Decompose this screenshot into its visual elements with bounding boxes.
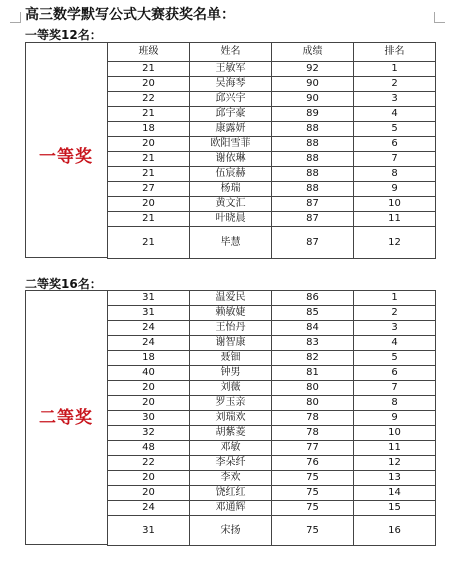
class-cell: 24	[108, 336, 190, 351]
rank-cell: 11	[354, 441, 436, 456]
table-row	[108, 396, 436, 411]
name-cell: 毕慧	[190, 227, 272, 259]
class-cell: 20	[108, 471, 190, 486]
rank-cell: 14	[354, 486, 436, 501]
table-row	[108, 441, 436, 456]
table-row	[108, 227, 436, 259]
column-header-score: 成绩	[272, 43, 354, 62]
table-row	[108, 212, 436, 227]
score-cell: 78	[272, 411, 354, 426]
table-row	[108, 137, 436, 152]
rank-cell: 2	[354, 306, 436, 321]
score-cell: 76	[272, 456, 354, 471]
rank-cell: 8	[354, 396, 436, 411]
rank-cell: 16	[354, 516, 436, 546]
column-header-class: 班级	[108, 43, 190, 62]
rank-cell: 12	[354, 456, 436, 471]
table-row	[108, 306, 436, 321]
second-prize-section-label: 二等奖16名：	[25, 277, 102, 291]
rank-cell: 4	[354, 107, 436, 122]
class-cell: 20	[108, 396, 190, 411]
name-cell: 王敏军	[190, 62, 272, 77]
class-cell: 18	[108, 351, 190, 366]
page-corner-mark-left	[10, 12, 21, 23]
name-cell: 聂钿	[190, 351, 272, 366]
score-cell: 92	[272, 62, 354, 77]
first-prize-table	[107, 42, 436, 259]
class-cell: 21	[108, 62, 190, 77]
table-row	[108, 336, 436, 351]
rank-cell: 10	[354, 426, 436, 441]
rank-cell: 3	[354, 92, 436, 107]
name-cell: 李朵纤	[190, 456, 272, 471]
rank-cell: 11	[354, 212, 436, 227]
class-cell: 18	[108, 122, 190, 137]
rank-cell: 4	[354, 336, 436, 351]
score-cell: 89	[272, 107, 354, 122]
table-row	[108, 92, 436, 107]
name-cell: 谢依琳	[190, 152, 272, 167]
rank-cell: 7	[354, 381, 436, 396]
score-cell: 85	[272, 306, 354, 321]
table-row	[108, 107, 436, 122]
table-row	[108, 426, 436, 441]
class-cell: 20	[108, 381, 190, 396]
rank-cell: 8	[354, 167, 436, 182]
rank-cell: 6	[354, 366, 436, 381]
document-title: 高三数学默写公式大赛获奖名单：	[25, 7, 235, 23]
class-cell: 21	[108, 167, 190, 182]
first-prize-table-body	[108, 62, 436, 259]
name-cell: 胡紫菱	[190, 426, 272, 441]
class-cell: 21	[108, 227, 190, 259]
table-row	[108, 351, 436, 366]
rank-cell: 15	[354, 501, 436, 516]
name-cell: 欧阳雪菲	[190, 137, 272, 152]
score-cell: 88	[272, 137, 354, 152]
class-cell: 22	[108, 456, 190, 471]
name-cell: 钟男	[190, 366, 272, 381]
score-cell: 81	[272, 366, 354, 381]
rank-cell: 3	[354, 321, 436, 336]
first-prize-award-label: 一等奖	[39, 147, 93, 167]
score-cell: 75	[272, 471, 354, 486]
class-cell: 40	[108, 366, 190, 381]
name-cell: 宋扬	[190, 516, 272, 546]
class-cell: 48	[108, 441, 190, 456]
name-cell: 刘瑞欢	[190, 411, 272, 426]
class-cell: 30	[108, 411, 190, 426]
name-cell: 饶红红	[190, 486, 272, 501]
name-cell: 温爱民	[190, 291, 272, 306]
table-row	[108, 77, 436, 92]
rank-cell: 2	[354, 77, 436, 92]
table-row	[108, 486, 436, 501]
score-cell: 87	[272, 197, 354, 212]
score-cell: 83	[272, 336, 354, 351]
rank-cell: 7	[354, 152, 436, 167]
score-cell: 75	[272, 516, 354, 546]
score-cell: 88	[272, 122, 354, 137]
class-cell: 27	[108, 182, 190, 197]
table-row	[108, 471, 436, 486]
name-cell: 刘薇	[190, 381, 272, 396]
score-cell: 84	[272, 321, 354, 336]
name-cell: 赖敏婕	[190, 306, 272, 321]
score-cell: 86	[272, 291, 354, 306]
score-cell: 87	[272, 212, 354, 227]
table-row	[108, 501, 436, 516]
rank-cell: 10	[354, 197, 436, 212]
name-cell: 邱宇豪	[190, 107, 272, 122]
rank-cell: 1	[354, 291, 436, 306]
table-row	[108, 167, 436, 182]
table-row	[108, 366, 436, 381]
second-prize-table	[107, 290, 436, 546]
class-cell: 31	[108, 516, 190, 546]
rank-cell: 6	[354, 137, 436, 152]
rank-cell: 5	[354, 122, 436, 137]
table-row	[108, 411, 436, 426]
name-cell: 康露妍	[190, 122, 272, 137]
name-cell: 吴海琴	[190, 77, 272, 92]
class-cell: 20	[108, 77, 190, 92]
table-row	[108, 152, 436, 167]
second-prize-table-body	[108, 291, 436, 546]
name-cell: 谢智康	[190, 336, 272, 351]
class-cell: 21	[108, 152, 190, 167]
page-corner-mark-right	[434, 12, 445, 23]
class-cell: 20	[108, 197, 190, 212]
name-cell: 伍宸赫	[190, 167, 272, 182]
name-cell: 李欢	[190, 471, 272, 486]
column-header-rank: 排名	[354, 43, 436, 62]
rank-cell: 1	[354, 62, 436, 77]
class-cell: 21	[108, 107, 190, 122]
class-cell: 20	[108, 137, 190, 152]
class-cell: 21	[108, 212, 190, 227]
score-cell: 90	[272, 92, 354, 107]
name-cell: 叶晓晨	[190, 212, 272, 227]
score-cell: 88	[272, 182, 354, 197]
table-row	[108, 381, 436, 396]
score-cell: 80	[272, 381, 354, 396]
class-cell: 32	[108, 426, 190, 441]
table-row	[108, 197, 436, 212]
name-cell: 邓通辉	[190, 501, 272, 516]
first-prize-section-label: 一等奖12名：	[25, 28, 102, 42]
score-cell: 82	[272, 351, 354, 366]
score-cell: 77	[272, 441, 354, 456]
name-cell: 黄文汇	[190, 197, 272, 212]
rank-cell: 9	[354, 182, 436, 197]
name-cell: 罗玉亲	[190, 396, 272, 411]
score-cell: 87	[272, 227, 354, 259]
score-cell: 88	[272, 152, 354, 167]
table-row	[108, 182, 436, 197]
rank-cell: 9	[354, 411, 436, 426]
score-cell: 75	[272, 486, 354, 501]
class-cell: 31	[108, 306, 190, 321]
class-cell: 31	[108, 291, 190, 306]
rank-cell: 5	[354, 351, 436, 366]
name-cell: 邓敏	[190, 441, 272, 456]
class-cell: 24	[108, 501, 190, 516]
name-cell: 杨瑞	[190, 182, 272, 197]
score-cell: 90	[272, 77, 354, 92]
class-cell: 22	[108, 92, 190, 107]
column-header-name: 姓名	[190, 43, 272, 62]
class-cell: 20	[108, 486, 190, 501]
score-cell: 75	[272, 501, 354, 516]
class-cell: 24	[108, 321, 190, 336]
table-row	[108, 516, 436, 546]
score-cell: 78	[272, 426, 354, 441]
rank-cell: 12	[354, 227, 436, 259]
score-cell: 88	[272, 167, 354, 182]
table-row	[108, 456, 436, 471]
table-row	[108, 321, 436, 336]
score-cell: 80	[272, 396, 354, 411]
table-row	[108, 291, 436, 306]
table-row	[108, 122, 436, 137]
name-cell: 邱兴宇	[190, 92, 272, 107]
table-header-row	[108, 43, 436, 62]
second-prize-award-label: 二等奖	[39, 408, 93, 428]
name-cell: 王怡丹	[190, 321, 272, 336]
table-row	[108, 62, 436, 77]
rank-cell: 13	[354, 471, 436, 486]
